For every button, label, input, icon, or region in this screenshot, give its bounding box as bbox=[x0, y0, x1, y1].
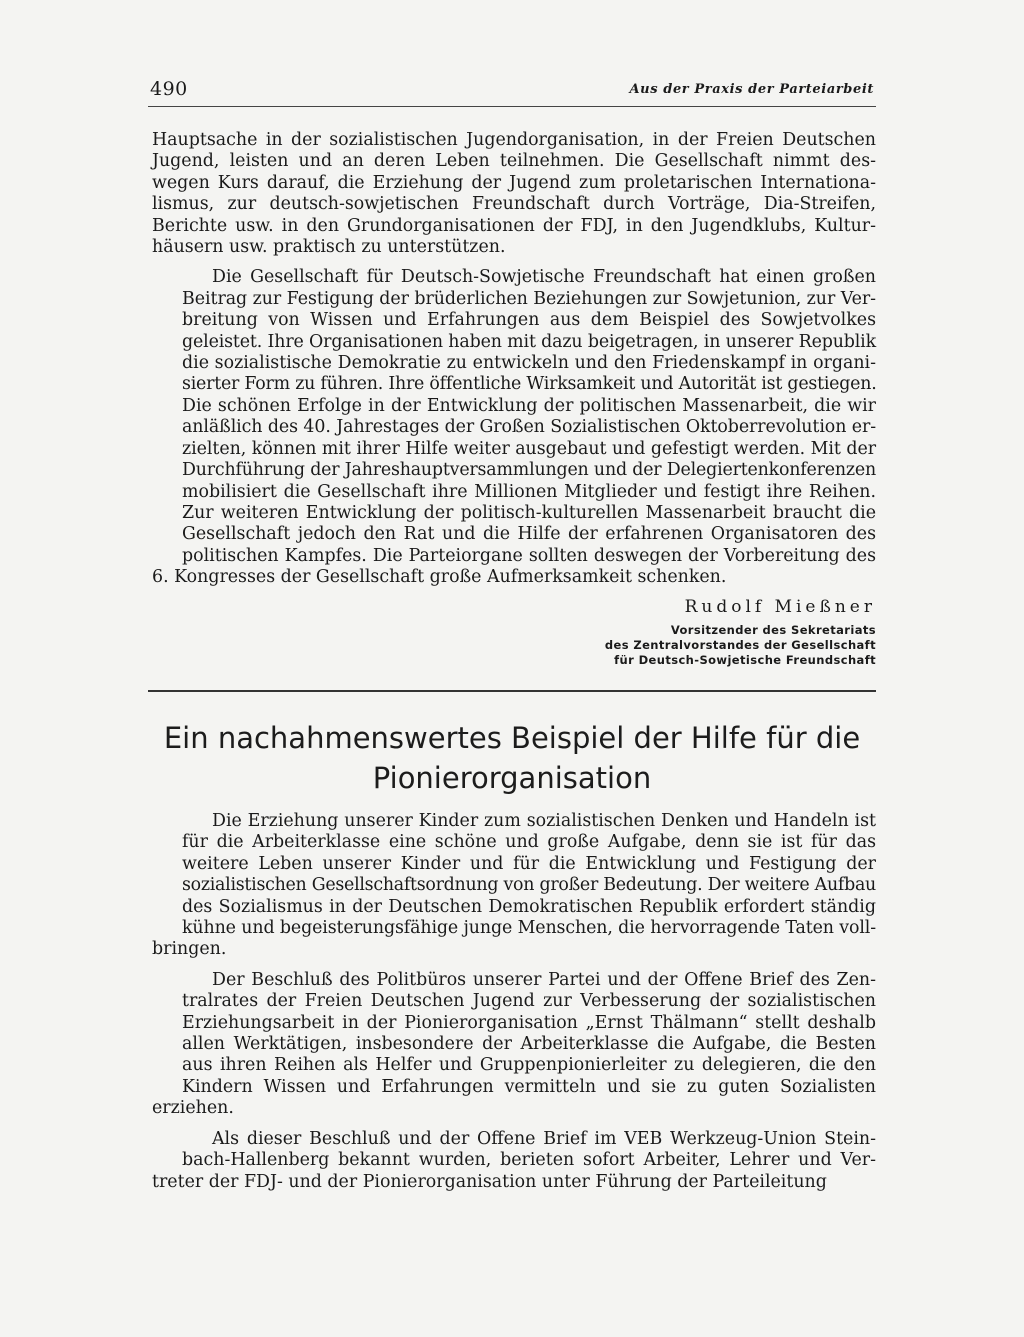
text-line: lismus, zur deutsch-sowjetischen Freundschaft durch Vorträge, Dia-Streifen, bbox=[152, 194, 876, 215]
text-line: wegen Kurs darauf, die Erziehung der Jugend zum proletarischen Internationa- bbox=[152, 172, 876, 193]
text-line: breitung von Wissen und Erfahrungen aus dem Beispiel des Sowjetvolkes bbox=[182, 310, 876, 331]
text-line: tralrates der Freien Deutschen Jugend zur Verbesserung der sozialistischen bbox=[182, 991, 876, 1012]
text-line: die sozialistische Demokratie zu entwickeln und den Friedenskampf in organi- bbox=[182, 353, 876, 374]
running-title: Aus der Praxis der Parteiarbeit bbox=[629, 82, 874, 97]
text-line: mobilisiert die Gesellschaft ihre Millionen Mitglieder und festigt ihre Reihen. bbox=[182, 481, 876, 502]
section1-paragraph-2 bbox=[152, 267, 876, 588]
text-line: allen Werktätigen, insbesondere der Arbeiterklasse die Aufgabe, die Besten bbox=[182, 1034, 876, 1055]
text-line: geleistet. Ihre Organisationen haben mit dazu beigetragen, in unserer Republik bbox=[182, 331, 876, 352]
text-line: Die Gesellschaft für Deutsch-Sowjetische Freundschaft hat einen großen bbox=[212, 267, 876, 288]
signature-role-line: Vorsitzender des Sekretariats bbox=[670, 623, 876, 637]
text-line: Gesellschaft jedoch den Rat und die Hilfe der erfahrenen Organisatoren des bbox=[182, 524, 876, 545]
text-line: für die Arbeiterklasse eine schöne und große Aufgabe, denn sie ist für das bbox=[182, 832, 876, 853]
text-line: Hauptsache in der sozialistischen Jugendorganisation, in der Freien Deutschen bbox=[152, 130, 876, 150]
text-line: häusern usw. praktisch zu unterstützen. bbox=[152, 237, 506, 258]
signature-name: Rudolf Mießner bbox=[684, 597, 876, 617]
text-line: Jugend, leisten und an deren Leben teilnehmen. Die Gesellschaft nimmt des- bbox=[152, 151, 876, 172]
text-line: Durchführung der Jahreshauptversammlungen und der Delegiertenkonferenzen bbox=[182, 460, 876, 481]
signature-role bbox=[605, 623, 876, 668]
text-line: Kindern Wissen und Erfahrungen vermitteln und sie zu guten Sozialisten bbox=[182, 1076, 876, 1097]
text-line: des Sozialismus in der Deutschen Demokratischen Republik erfordert ständig bbox=[182, 896, 876, 917]
section1-body bbox=[152, 130, 876, 598]
text-line: Der Beschluß des Politbüros unserer Partei und der Offene Brief des Zen- bbox=[212, 969, 876, 990]
text-line: Beitrag zur Festigung der brüderlichen Beziehungen zur Sowjetunion, zur Ver- bbox=[182, 288, 876, 309]
signature-block bbox=[605, 597, 876, 668]
text-line: aus ihren Reihen als Helfer und Gruppenpionierleiter zu delegieren, die den bbox=[182, 1055, 876, 1076]
text-line: Erziehungsarbeit in der Pionierorganisation „Ernst Thälmann“ stellt deshalb bbox=[182, 1012, 876, 1033]
text-line: Als dieser Beschluß und der Offene Brief im VEB Werkzeug-Union Stein- bbox=[212, 1128, 876, 1149]
article-paragraph-1 bbox=[152, 811, 876, 961]
article-paragraph-2 bbox=[152, 970, 876, 1120]
page-number: 490 bbox=[150, 78, 188, 100]
text-line: erziehen. bbox=[152, 1098, 234, 1119]
article-paragraph-3 bbox=[152, 1129, 876, 1193]
text-line: Die schönen Erfolge in der Entwicklung der politischen Massenarbeit, die wir bbox=[182, 395, 876, 416]
signature-role-line: für Deutsch-Sowjetische Freundschaft bbox=[614, 653, 876, 667]
page-header bbox=[148, 74, 876, 107]
text-line: treter der FDJ- und der Pionierorganisation unter Führung der Parteileitung bbox=[152, 1171, 827, 1192]
text-line: weitere Leben unserer Kinder und für die Entwicklung und Festigung der bbox=[182, 853, 876, 874]
text-line: kühne und begeisterungsfähige junge Menschen, die hervorragende Taten voll- bbox=[182, 918, 876, 939]
text-line: Berichte usw. in den Grundorganisationen der FDJ, in den Jugendklubs, Kultur- bbox=[152, 215, 876, 236]
text-line: zielten, können mit ihrer Hilfe weiter ausgebaut und gefestigt werden. Mit der bbox=[182, 438, 876, 459]
text-line: Die Erziehung unserer Kinder zum sozialistischen Denken und Handeln ist bbox=[212, 811, 876, 831]
signature-role-line: des Zentralvorstandes der Gesellschaft bbox=[604, 638, 876, 652]
section1-paragraph-1 bbox=[152, 130, 876, 258]
text-line: bringen. bbox=[152, 939, 227, 960]
text-line: 6. Kongresses der Gesellschaft große Aufmerksamkeit schenken. bbox=[152, 567, 727, 588]
article-body bbox=[152, 811, 876, 1202]
text-line: bach-Hallenberg bekannt wurden, berieten sofort Arbeiter, Lehrer und Ver- bbox=[182, 1150, 876, 1171]
text-line: sierter Form zu führen. Ihre öffentliche Wirksamkeit und Autorität ist gestiegen. bbox=[182, 374, 877, 395]
article-title-line: Ein nachahmenswertes Beispiel der Hilfe für die bbox=[163, 721, 861, 755]
article-title bbox=[148, 718, 876, 798]
text-line: Zur weiteren Entwicklung der politisch-kulturellen Massenarbeit braucht die bbox=[182, 502, 876, 523]
article-title-line: Pionierorganisation bbox=[372, 761, 652, 795]
text-line: anläßlich des 40. Jahrestages der Großen Sozialistischen Oktoberrevolution er- bbox=[182, 417, 876, 438]
text-line: politischen Kampfes. Die Parteiorgane sollten deswegen der Vorbereitung des bbox=[182, 545, 876, 566]
section-divider bbox=[148, 690, 876, 692]
text-line: sozialistischen Gesellschaftsordnung von großer Bedeutung. Der weitere Aufbau bbox=[182, 875, 876, 896]
